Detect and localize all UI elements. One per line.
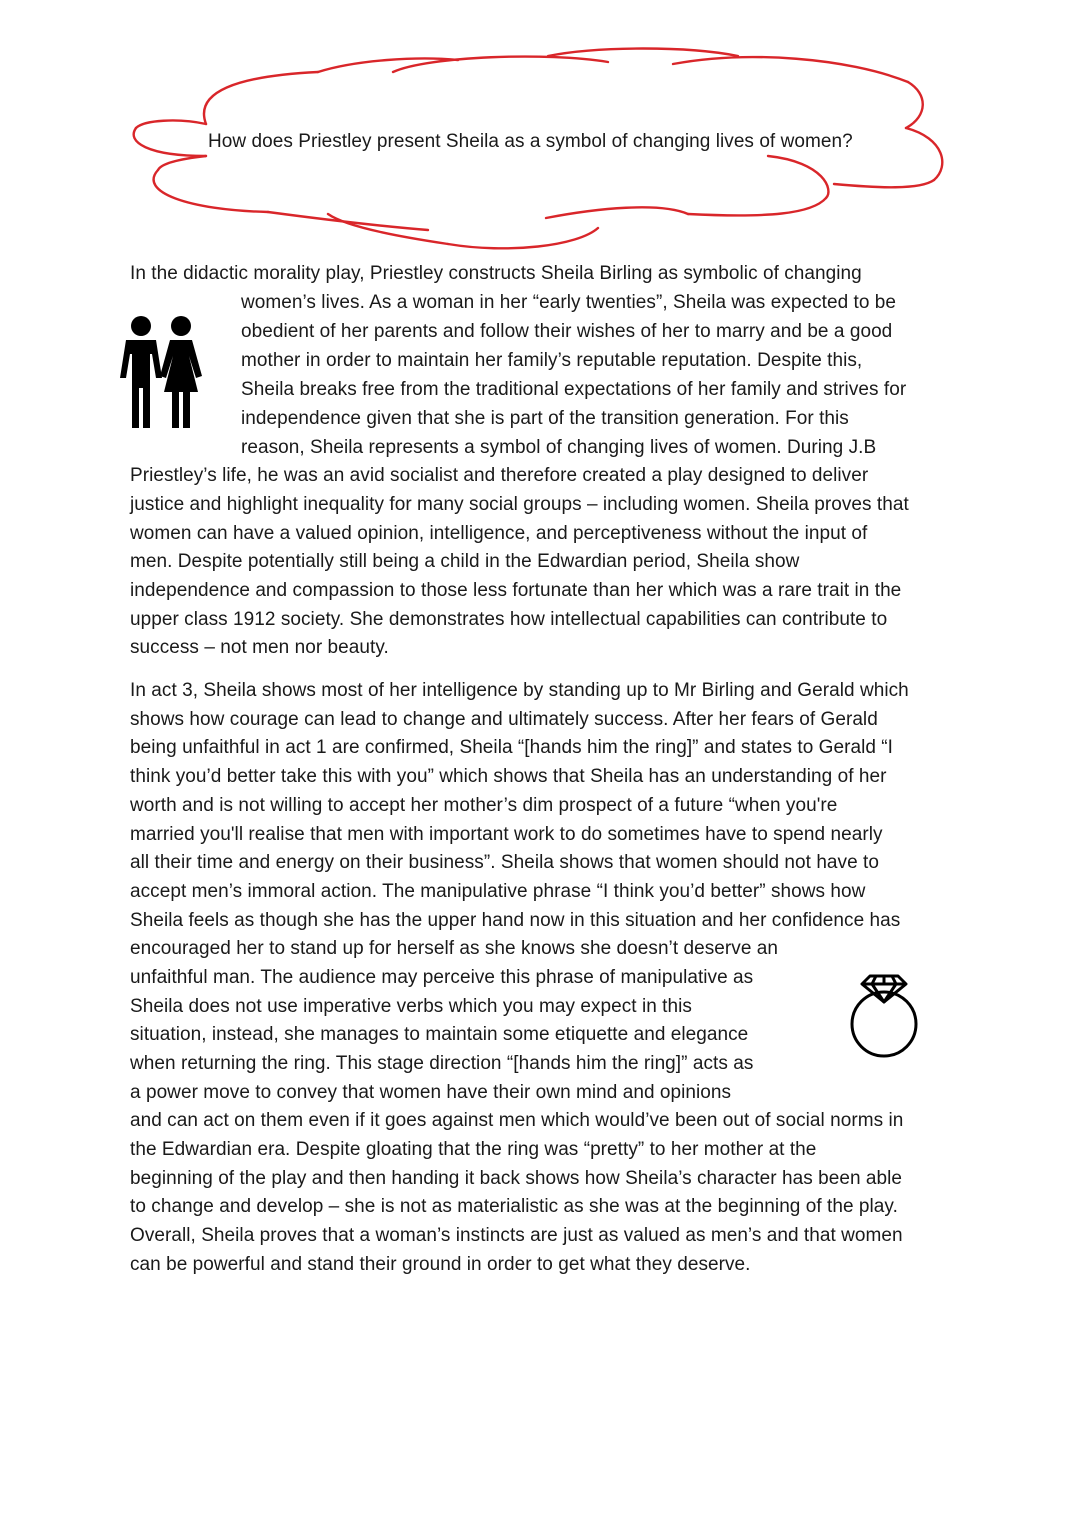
text-line: can be powerful and stand their ground in order to get what they deserve.: [130, 1254, 751, 1275]
text-line: independence and compassion to those less fortunate than her which was a rare trait in the: [130, 580, 902, 601]
text-line: Sheila breaks free from the traditional expectations of her family and strives for: [241, 379, 907, 400]
text-line: when returning the ring. This stage direction “[hands him the ring]” acts as: [130, 1053, 754, 1074]
text-line: In act 3, Sheila shows most of her intelligence by standing up to Mr Birling and Gerald which: [130, 680, 909, 701]
text-line: In the didactic morality play, Priestley constructs Sheila Birling as symbolic of changing: [130, 263, 862, 284]
text-line: independence given that she is part of the transition generation. For this: [241, 408, 849, 429]
text-line: being unfaithful in act 1 are confirmed, Sheila “[hands him the ring]” and states to Gerald “I: [130, 737, 894, 758]
text-line: justice and highlight inequality for many social groups – including women. Sheila proves that: [130, 494, 909, 515]
diamond-ring-icon: [846, 966, 922, 1060]
text-line: the Edwardian era. Despite gloating that the ring was “pretty” to her mother at the: [130, 1139, 817, 1160]
text-line: to change and develop – she is not as materialistic as she was at the beginning of the play.: [130, 1196, 898, 1217]
text-line: women can have a valued opinion, intelligence, and perceptiveness without the input of: [130, 523, 868, 544]
man-woman-icon: [112, 316, 210, 428]
text-line: Overall, Sheila proves that a woman’s instincts are just as valued as men’s and that women: [130, 1225, 903, 1246]
text-line: success – not men nor beauty.: [130, 637, 389, 658]
text-line: think you’d better take this with you” which shows that Sheila has an understanding of her: [130, 766, 887, 787]
text-line: Priestley’s life, he was an avid socialist and therefore created a play designed to deliver: [130, 465, 869, 486]
text-line: mother in order to maintain her family’s reputable reputation. Despite this,: [241, 350, 863, 371]
text-line: all their time and energy on their business”. Sheila shows that women should not have to: [130, 852, 879, 873]
text-line: shows how courage can lead to change and ultimately success. After her fears of Gerald: [130, 709, 878, 730]
text-line: worth and is not willing to accept her mother’s dim prospect of a future “when you're: [130, 795, 838, 816]
text-line: Sheila feels as though she has the upper hand now in this situation and her confidence has: [130, 910, 901, 931]
text-line: upper class 1912 society. She demonstrates how intellectual capabilities can contribute to: [130, 609, 888, 630]
text-line: situation, instead, she manages to maintain some etiquette and elegance: [130, 1024, 749, 1045]
text-line: unfaithful man. The audience may perceive this phrase of manipulative as: [130, 967, 754, 988]
text-line: encouraged her to stand up for herself as she knows she doesn’t deserve an: [130, 938, 778, 959]
text-line: and can act on them even if it goes against men which would’ve been out of social norms in: [130, 1110, 904, 1131]
text-line: accept men’s immoral action. The manipulative phrase “I think you’d better” shows how: [130, 881, 866, 902]
text-line: a power move to convey that women have their own mind and opinions: [130, 1082, 732, 1103]
text-line: obedient of her parents and follow their wishes of her to marry and be a good: [241, 321, 893, 342]
text-line: women’s lives. As a woman in her “early twenties”, Sheila was expected to be: [241, 292, 897, 313]
text-line: married you'll realise that men with important work to do sometimes have to spend nearly: [130, 824, 883, 845]
text-line: Sheila does not use imperative verbs which you may expect in this: [130, 996, 692, 1017]
essay-question: How does Priestley present Sheila as a symbol of changing lives of women?: [208, 131, 853, 152]
text-line: reason, Sheila represents a symbol of changing lives of women. During J.B: [241, 437, 877, 458]
text-line: men. Despite potentially still being a child in the Edwardian period, Sheila show: [130, 551, 800, 572]
text-line: beginning of the play and then handing it back shows how Sheila’s character has been able: [130, 1168, 903, 1189]
